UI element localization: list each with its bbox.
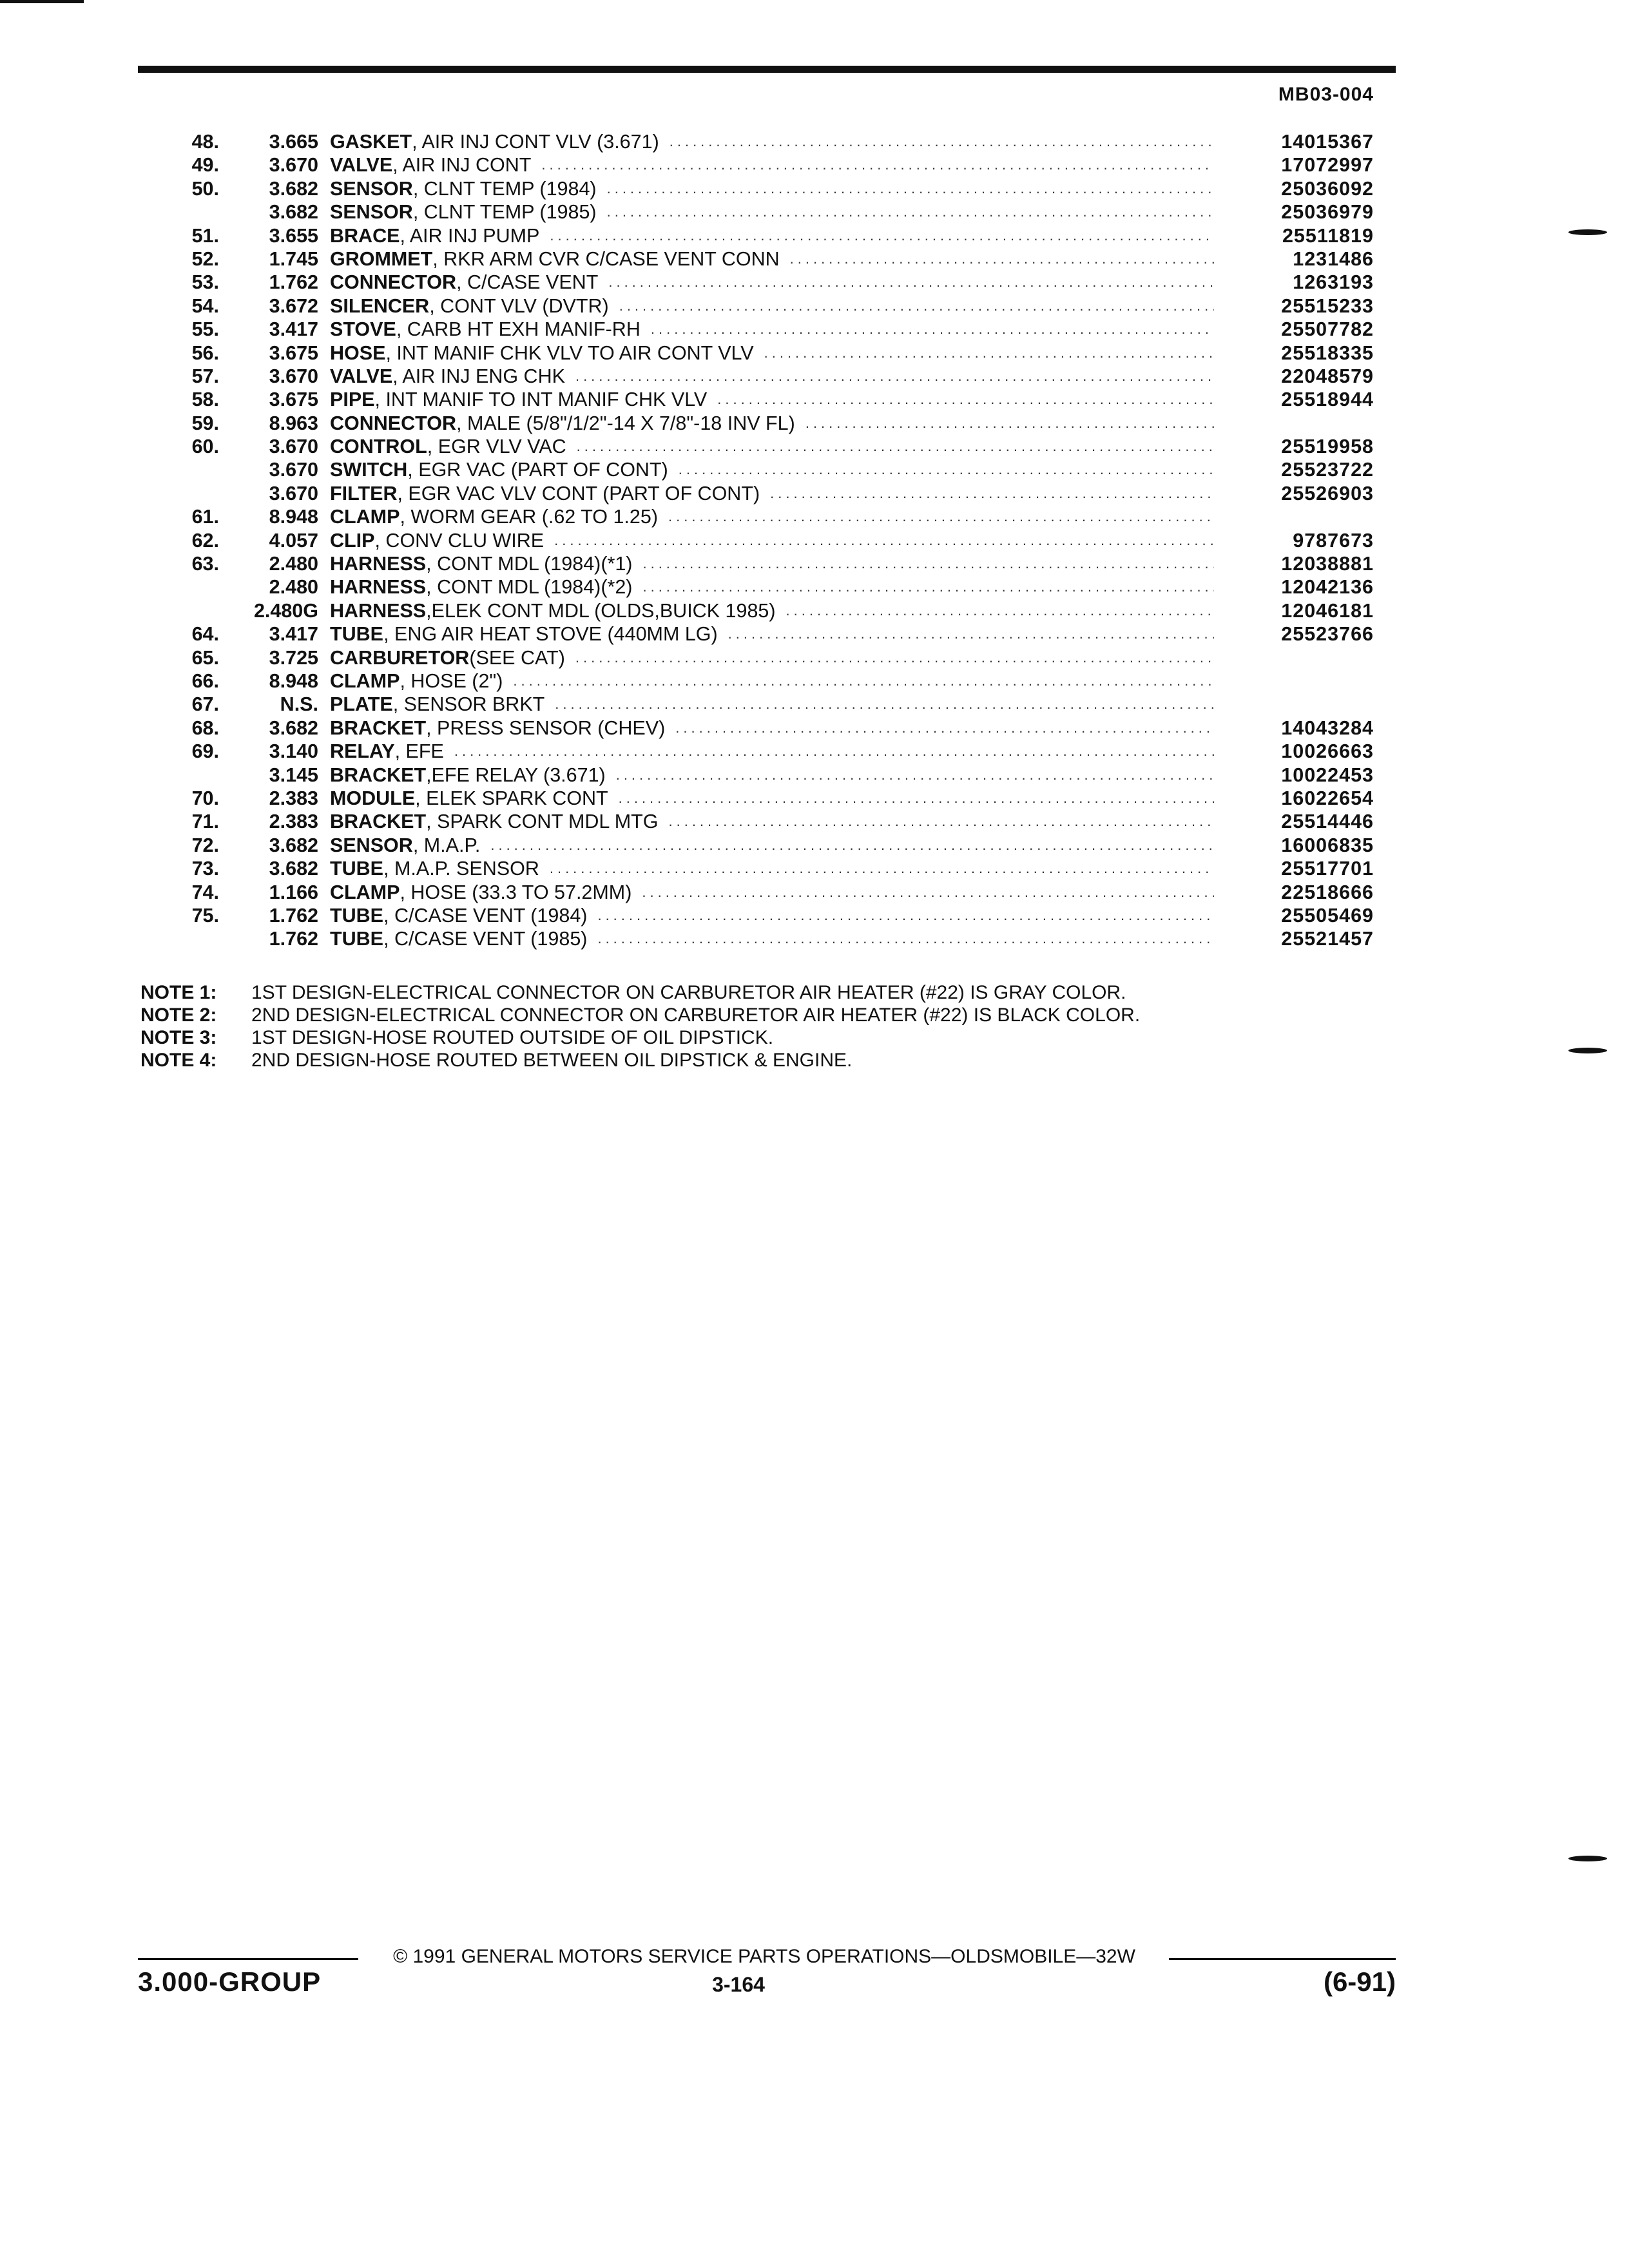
part-detail: , SENSOR BRKT bbox=[392, 693, 545, 716]
part-detail: , AIR INJ CONT VLV (3.671) bbox=[412, 131, 659, 153]
part-ref-number: 53. bbox=[191, 271, 219, 294]
part-detail: , HOSE (2") bbox=[400, 669, 503, 692]
part-ref-number: 49. bbox=[191, 154, 219, 177]
part-row bbox=[129, 224, 1392, 247]
part-row bbox=[129, 365, 1392, 388]
part-ref-number: 68. bbox=[191, 716, 219, 739]
part-group-code: 3.682 bbox=[269, 834, 318, 856]
part-detail: , EGR VAC VLV CONT (PART OF CONT) bbox=[397, 482, 760, 505]
part-name: BRACKET bbox=[330, 811, 427, 833]
part-description bbox=[330, 153, 1219, 177]
part-name: STOVE bbox=[330, 318, 396, 341]
part-row bbox=[129, 271, 1392, 294]
part-number: 10022453 bbox=[1281, 764, 1374, 786]
dot-leader bbox=[786, 599, 1214, 622]
dot-leader bbox=[597, 927, 1214, 950]
note-text: 2ND DESIGN-HOSE ROUTED BETWEEN OIL DIPSTICK & ENGINE. bbox=[251, 1050, 853, 1071]
dot-leader bbox=[554, 529, 1214, 552]
part-group-code: 3.672 bbox=[269, 294, 318, 317]
part-number: 25518335 bbox=[1281, 341, 1374, 364]
dot-leader bbox=[597, 904, 1214, 927]
dot-leader bbox=[577, 435, 1214, 458]
part-row bbox=[129, 130, 1392, 153]
note-label: NOTE 1: bbox=[140, 982, 217, 1003]
part-name: VALVE bbox=[330, 365, 393, 387]
part-description bbox=[330, 716, 1219, 740]
part-number: 22518666 bbox=[1281, 881, 1374, 903]
dot-leader bbox=[642, 575, 1214, 599]
part-row bbox=[129, 294, 1392, 318]
dot-leader bbox=[608, 271, 1214, 294]
part-number: 25036979 bbox=[1281, 201, 1374, 224]
part-row bbox=[129, 505, 1392, 528]
part-group-code: 8.963 bbox=[269, 412, 318, 434]
part-name: CONNECTOR bbox=[330, 412, 457, 434]
dot-leader bbox=[555, 693, 1214, 716]
part-row bbox=[129, 740, 1392, 763]
part-name: TUBE bbox=[330, 858, 384, 880]
part-number: 25521457 bbox=[1281, 928, 1374, 950]
notes-list bbox=[140, 981, 1403, 1072]
dot-leader bbox=[616, 764, 1214, 787]
part-detail: , C/CASE VENT (1985) bbox=[383, 928, 588, 950]
part-number: 14015367 bbox=[1281, 131, 1374, 153]
part-number: 25517701 bbox=[1281, 858, 1374, 880]
part-description bbox=[330, 764, 1219, 787]
part-description bbox=[330, 130, 1219, 153]
part-name: CLAMP bbox=[330, 669, 400, 692]
dot-leader bbox=[642, 881, 1214, 904]
part-description bbox=[330, 857, 1219, 880]
part-description bbox=[330, 318, 1219, 341]
part-group-code: 3.417 bbox=[269, 318, 318, 341]
part-ref-number: 50. bbox=[191, 177, 219, 200]
part-number: 25507782 bbox=[1281, 318, 1374, 341]
part-name: MODULE bbox=[330, 787, 416, 809]
part-name: CONTROL bbox=[330, 436, 427, 458]
part-number: 25505469 bbox=[1281, 904, 1374, 927]
part-name: SILENCER bbox=[330, 294, 430, 317]
part-ref-number: 57. bbox=[191, 365, 219, 387]
note-line bbox=[140, 1026, 1403, 1049]
part-row bbox=[129, 904, 1392, 927]
part-ref-number: 52. bbox=[191, 247, 219, 270]
dot-leader bbox=[728, 622, 1214, 646]
note-line bbox=[140, 1004, 1403, 1026]
part-detail: , M.A.P. bbox=[412, 834, 481, 856]
dot-leader bbox=[513, 669, 1214, 693]
part-description bbox=[330, 435, 1219, 458]
part-detail: , ENG AIR HEAT STOVE (440MM LG) bbox=[383, 623, 718, 646]
part-number: 14043284 bbox=[1281, 716, 1374, 739]
part-group-code: 1.762 bbox=[269, 271, 318, 294]
part-ref-number: 63. bbox=[191, 553, 219, 575]
part-number: 1231486 bbox=[1293, 247, 1374, 270]
part-detail: , M.A.P. SENSOR bbox=[383, 858, 539, 880]
part-row bbox=[129, 552, 1392, 575]
part-group-code: 3.725 bbox=[269, 646, 318, 669]
margin-tick-mark bbox=[1568, 229, 1607, 235]
part-description bbox=[330, 200, 1219, 224]
part-detail: , AIR INJ PUMP bbox=[400, 224, 540, 247]
part-group-code: 3.670 bbox=[269, 436, 318, 458]
part-name: CLAMP bbox=[330, 881, 400, 903]
dot-leader bbox=[764, 341, 1214, 365]
dot-leader bbox=[669, 810, 1215, 833]
dot-leader bbox=[790, 247, 1214, 271]
part-description bbox=[330, 294, 1219, 318]
part-group-code: 8.948 bbox=[269, 506, 318, 528]
dot-leader bbox=[490, 834, 1214, 857]
part-group-code: 2.480 bbox=[269, 553, 318, 575]
part-ref-number: 73. bbox=[191, 858, 219, 880]
part-ref-number: 62. bbox=[191, 529, 219, 552]
part-ref-number: 48. bbox=[191, 131, 219, 153]
part-ref-number: 61. bbox=[191, 506, 219, 528]
part-group-code: 1.762 bbox=[269, 928, 318, 950]
part-row bbox=[129, 716, 1392, 740]
note-text: 2ND DESIGN-ELECTRICAL CONNECTOR ON CARBURETOR AIR HEATER (#22) IS BLACK COLOR. bbox=[251, 1004, 1141, 1026]
part-ref-number: 55. bbox=[191, 318, 219, 341]
part-description bbox=[330, 927, 1219, 950]
part-row bbox=[129, 247, 1392, 271]
part-description bbox=[330, 247, 1219, 271]
part-name: SENSOR bbox=[330, 201, 413, 224]
part-detail: , CONV CLU WIRE bbox=[374, 529, 545, 552]
part-detail: (SEE CAT) bbox=[469, 646, 565, 669]
part-description bbox=[330, 552, 1219, 575]
part-ref-number: 59. bbox=[191, 412, 219, 434]
part-description bbox=[330, 529, 1219, 552]
part-description bbox=[330, 224, 1219, 247]
part-name: HARNESS bbox=[330, 576, 427, 599]
dot-leader bbox=[679, 458, 1214, 481]
part-number: 12046181 bbox=[1281, 599, 1374, 622]
part-group-code: 3.682 bbox=[269, 201, 318, 224]
part-detail: , CONT VLV (DVTR) bbox=[429, 294, 609, 317]
revision-date: (6-91) bbox=[1323, 1966, 1396, 1997]
part-row bbox=[129, 599, 1392, 622]
part-row bbox=[129, 177, 1392, 200]
part-group-code: 3.670 bbox=[269, 459, 318, 481]
part-detail: , C/CASE VENT (1984) bbox=[383, 904, 588, 927]
part-name: PLATE bbox=[330, 693, 393, 716]
part-name: GASKET bbox=[330, 131, 412, 153]
part-number: 25511819 bbox=[1282, 224, 1374, 247]
part-ref-number: 60. bbox=[191, 436, 219, 458]
note-label: NOTE 2: bbox=[140, 1004, 217, 1026]
part-name: RELAY bbox=[330, 740, 395, 763]
part-description bbox=[330, 646, 1219, 669]
part-name: BRACE bbox=[330, 224, 400, 247]
part-name: CONNECTOR bbox=[330, 271, 457, 294]
dot-leader bbox=[670, 130, 1214, 153]
part-ref-number: 71. bbox=[191, 811, 219, 833]
part-detail: , INT MANIF CHK VLV TO AIR CONT VLV bbox=[385, 341, 754, 364]
part-description bbox=[330, 787, 1219, 810]
part-row bbox=[129, 622, 1392, 646]
part-description bbox=[330, 482, 1219, 505]
part-number: 25523722 bbox=[1281, 459, 1374, 481]
part-description bbox=[330, 810, 1219, 833]
part-name: HARNESS bbox=[330, 599, 427, 622]
part-group-code: 3.682 bbox=[269, 716, 318, 739]
part-description bbox=[330, 388, 1219, 411]
dot-leader bbox=[575, 646, 1214, 669]
part-detail: , INT MANIF TO INT MANIF CHK VLV bbox=[374, 389, 708, 411]
dot-leader bbox=[619, 787, 1214, 810]
part-name: TUBE bbox=[330, 928, 384, 950]
part-detail: ,ELEK CONT MDL (OLDS,BUICK 1985) bbox=[426, 599, 776, 622]
part-row bbox=[129, 881, 1392, 904]
part-number: 25523766 bbox=[1281, 623, 1374, 646]
dot-leader bbox=[575, 365, 1214, 388]
part-detail: , EGR VLV VAC bbox=[427, 436, 566, 458]
part-row bbox=[129, 646, 1392, 669]
part-description bbox=[330, 341, 1219, 365]
part-name: GROMMET bbox=[330, 247, 433, 270]
part-ref-number: 58. bbox=[191, 389, 219, 411]
part-row bbox=[129, 834, 1392, 857]
part-detail: , AIR INJ CONT bbox=[392, 154, 532, 177]
part-description bbox=[330, 881, 1219, 904]
copyright-text: © 1991 GENERAL MOTORS SERVICE PARTS OPERATIONS—OLDSMOBILE—32W bbox=[393, 1946, 1135, 1967]
part-group-code: 3.145 bbox=[269, 764, 318, 786]
part-number: 16022654 bbox=[1281, 787, 1374, 809]
part-name: FILTER bbox=[330, 482, 398, 505]
part-ref-number: 56. bbox=[191, 341, 219, 364]
part-row bbox=[129, 810, 1392, 833]
part-detail: ,EFE RELAY (3.671) bbox=[426, 764, 606, 786]
margin-tick-mark bbox=[1568, 1856, 1607, 1861]
header-rule bbox=[138, 66, 1396, 73]
dot-leader bbox=[717, 388, 1214, 411]
part-ref-number: 69. bbox=[191, 740, 219, 763]
dot-leader bbox=[607, 177, 1214, 200]
part-detail: , CARB HT EXH MANIF-RH bbox=[396, 318, 641, 341]
part-description bbox=[330, 177, 1219, 200]
part-row bbox=[129, 200, 1392, 224]
part-description bbox=[330, 622, 1219, 646]
part-description bbox=[330, 669, 1219, 693]
part-detail: , ELEK SPARK CONT bbox=[415, 787, 608, 809]
part-number: 16006835 bbox=[1281, 834, 1374, 856]
part-row bbox=[129, 435, 1392, 458]
part-detail: , PRESS SENSOR (CHEV) bbox=[426, 716, 666, 739]
part-name: TUBE bbox=[330, 904, 384, 927]
part-row bbox=[129, 153, 1392, 177]
group-label: 3.000-GROUP bbox=[138, 1966, 322, 1997]
part-detail: , EGR VAC (PART OF CONT) bbox=[407, 459, 668, 481]
part-group-code: 2.480G bbox=[253, 599, 318, 622]
dot-leader bbox=[675, 716, 1214, 740]
part-name: SWITCH bbox=[330, 459, 408, 481]
part-ref-number: 51. bbox=[191, 224, 219, 247]
scan-corner-mark bbox=[0, 0, 84, 3]
part-row bbox=[129, 318, 1392, 341]
part-number: 10026663 bbox=[1281, 740, 1374, 763]
dot-leader bbox=[607, 200, 1214, 224]
dot-leader bbox=[550, 224, 1214, 247]
dot-leader bbox=[651, 318, 1214, 341]
part-group-code: 3.682 bbox=[269, 858, 318, 880]
page-number: 3-164 bbox=[712, 1973, 765, 1996]
part-name: BRACKET bbox=[330, 764, 427, 786]
part-description bbox=[330, 412, 1219, 435]
document-code: MB03-004 bbox=[1278, 84, 1374, 105]
part-group-code: 3.675 bbox=[269, 341, 318, 364]
part-description bbox=[330, 740, 1219, 763]
part-group-code: 3.417 bbox=[269, 623, 318, 646]
part-row bbox=[129, 458, 1392, 481]
part-row bbox=[129, 927, 1392, 950]
part-number: 25526903 bbox=[1281, 482, 1374, 505]
part-row bbox=[129, 857, 1392, 880]
part-number: 1263193 bbox=[1293, 271, 1374, 294]
part-detail: , EFE bbox=[394, 740, 444, 763]
part-name: CLIP bbox=[330, 529, 375, 552]
part-ref-number: 65. bbox=[191, 646, 219, 669]
part-detail: , CLNT TEMP (1985) bbox=[412, 201, 597, 224]
note-text: 1ST DESIGN-ELECTRICAL CONNECTOR ON CARBURETOR AIR HEATER (#22) IS GRAY COLOR. bbox=[251, 982, 1126, 1003]
part-group-code: 3.655 bbox=[269, 224, 318, 247]
part-row bbox=[129, 529, 1392, 552]
part-name: SENSOR bbox=[330, 834, 413, 856]
part-group-code: N.S. bbox=[280, 693, 318, 716]
part-detail: , CLNT TEMP (1984) bbox=[412, 177, 597, 200]
part-group-code: 2.480 bbox=[269, 576, 318, 599]
part-name: SENSOR bbox=[330, 177, 413, 200]
part-number: 9787673 bbox=[1293, 529, 1374, 552]
part-detail: , SPARK CONT MDL MTG bbox=[426, 811, 659, 833]
part-name: CLAMP bbox=[330, 506, 400, 528]
part-row bbox=[129, 575, 1392, 599]
part-group-code: 2.383 bbox=[269, 787, 318, 809]
part-detail: , C/CASE VENT bbox=[456, 271, 599, 294]
part-detail: , AIR INJ ENG CHK bbox=[392, 365, 565, 387]
part-number: 17072997 bbox=[1281, 154, 1374, 177]
part-row bbox=[129, 669, 1392, 693]
part-number: 22048579 bbox=[1281, 365, 1374, 387]
dot-leader bbox=[805, 412, 1214, 435]
part-detail: , CONT MDL (1984)(*1) bbox=[426, 553, 633, 575]
part-row bbox=[129, 693, 1392, 716]
footer-rule-right bbox=[1169, 1958, 1396, 1960]
part-ref-number: 67. bbox=[191, 693, 219, 716]
part-number: 25514446 bbox=[1281, 811, 1374, 833]
note-label: NOTE 4: bbox=[140, 1050, 217, 1071]
dot-leader bbox=[541, 153, 1214, 177]
part-description bbox=[330, 271, 1219, 294]
part-group-code: 1.762 bbox=[269, 904, 318, 927]
part-group-code: 3.670 bbox=[269, 482, 318, 505]
part-group-code: 8.948 bbox=[269, 669, 318, 692]
part-detail: , WORM GEAR (.62 TO 1.25) bbox=[400, 506, 658, 528]
part-group-code: 1.745 bbox=[269, 247, 318, 270]
part-detail: , CONT MDL (1984)(*2) bbox=[426, 576, 633, 599]
part-description bbox=[330, 365, 1219, 388]
part-ref-number: 54. bbox=[191, 294, 219, 317]
note-line bbox=[140, 1049, 1403, 1072]
part-name: HARNESS bbox=[330, 553, 427, 575]
part-name: CARBURETOR bbox=[330, 646, 470, 669]
part-group-code: 3.670 bbox=[269, 365, 318, 387]
footer-rule-left bbox=[138, 1958, 358, 1960]
part-name: BRACKET bbox=[330, 716, 427, 739]
part-ref-number: 75. bbox=[191, 904, 219, 927]
note-label: NOTE 3: bbox=[140, 1027, 217, 1048]
part-group-code: 4.057 bbox=[269, 529, 318, 552]
parts-list bbox=[129, 130, 1392, 951]
part-number: 25519958 bbox=[1281, 436, 1374, 458]
part-detail: , MALE (5/8"/1/2"-14 X 7/8"-18 INV FL) bbox=[456, 412, 795, 434]
part-ref-number: 74. bbox=[191, 881, 219, 903]
part-group-code: 3.140 bbox=[269, 740, 318, 763]
part-row bbox=[129, 787, 1392, 810]
dot-leader bbox=[642, 552, 1214, 575]
part-description bbox=[330, 458, 1219, 481]
part-name: HOSE bbox=[330, 341, 386, 364]
part-detail: , RKR ARM CVR C/CASE VENT CONN bbox=[432, 247, 780, 270]
part-name: VALVE bbox=[330, 154, 393, 177]
part-ref-number: 70. bbox=[191, 787, 219, 809]
part-row bbox=[129, 341, 1392, 365]
part-row bbox=[129, 482, 1392, 505]
part-number: 12042136 bbox=[1281, 576, 1374, 599]
part-group-code: 1.166 bbox=[269, 881, 318, 903]
part-group-code: 2.383 bbox=[269, 811, 318, 833]
part-name: TUBE bbox=[330, 623, 384, 646]
part-detail: , HOSE (33.3 TO 57.2MM) bbox=[400, 881, 632, 903]
part-row bbox=[129, 764, 1392, 787]
dot-leader bbox=[454, 740, 1214, 763]
dot-leader bbox=[770, 482, 1214, 505]
part-description bbox=[330, 834, 1219, 857]
part-ref-number: 64. bbox=[191, 623, 219, 646]
part-group-code: 3.682 bbox=[269, 177, 318, 200]
part-group-code: 3.670 bbox=[269, 154, 318, 177]
note-line bbox=[140, 981, 1403, 1004]
dot-leader bbox=[619, 294, 1214, 318]
part-description bbox=[330, 599, 1219, 622]
dot-leader bbox=[668, 505, 1214, 528]
part-row bbox=[129, 388, 1392, 411]
part-number: 25036092 bbox=[1281, 177, 1374, 200]
dot-leader bbox=[550, 857, 1214, 880]
margin-tick-mark bbox=[1568, 1048, 1607, 1053]
part-description bbox=[330, 575, 1219, 599]
part-ref-number: 72. bbox=[191, 834, 219, 856]
part-number: 12038881 bbox=[1281, 553, 1374, 575]
part-ref-number: 66. bbox=[191, 669, 219, 692]
part-description bbox=[330, 693, 1219, 716]
part-group-code: 3.665 bbox=[269, 131, 318, 153]
part-description bbox=[330, 505, 1219, 528]
part-name: PIPE bbox=[330, 389, 375, 411]
part-group-code: 3.675 bbox=[269, 389, 318, 411]
part-number: 25518944 bbox=[1281, 389, 1374, 411]
part-row bbox=[129, 412, 1392, 435]
part-number: 25515233 bbox=[1281, 294, 1374, 317]
part-description bbox=[330, 904, 1219, 927]
note-text: 1ST DESIGN-HOSE ROUTED OUTSIDE OF OIL DIPSTICK. bbox=[251, 1027, 774, 1048]
